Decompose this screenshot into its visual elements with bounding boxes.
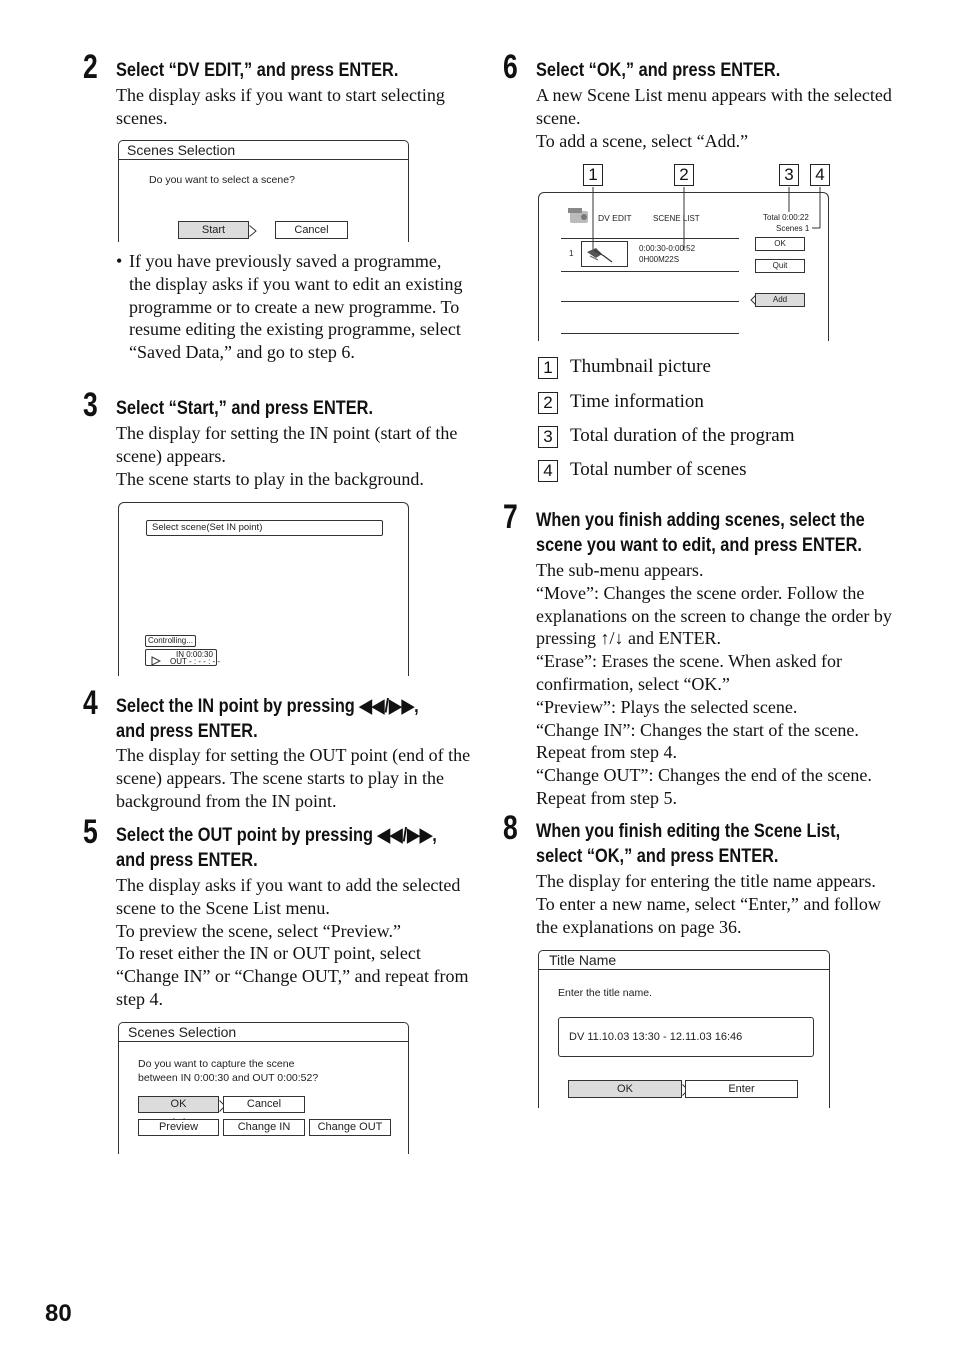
osd-scenes-selection-start: [118, 140, 410, 242]
enter-button[interactable]: Enter: [685, 1080, 798, 1098]
step-7-text-6: “Change OUT”: Changes the end of the scene. Repeat from step 5.: [536, 765, 872, 808]
step-7-number: 7: [503, 498, 518, 536]
osd-title-divider: [538, 969, 830, 970]
osd-scene-list: [536, 162, 846, 344]
step-6-text-1: A new Scene List menu appears with the selected scene.: [536, 85, 892, 128]
step-5-body: [116, 874, 476, 1011]
legend-label-2: Time information: [570, 391, 704, 412]
callout-2: 2: [674, 164, 694, 186]
ok-button[interactable]: OK: [138, 1096, 219, 1113]
scene-duration: 0H00M22S: [639, 255, 680, 264]
scene-row-divider-4: [561, 333, 739, 334]
callout-4: 4: [810, 164, 830, 186]
controlling-label: Controlling...: [145, 635, 196, 647]
osd-question-line-2: between IN 0:00:30 and OUT 0:00:52?: [138, 1072, 319, 1084]
step-7-body: [536, 559, 892, 810]
callout-1: 1: [583, 164, 603, 186]
step-2-body: [116, 84, 476, 130]
step-4-text: The display for setting the OUT point (end of the scene) appears. The scene starts to play in the background from the IN point.: [116, 745, 471, 811]
legend-number-3: 3: [538, 426, 558, 448]
scene-row-divider-top: [561, 238, 739, 239]
bullet-dot: •: [116, 251, 123, 271]
cancel-button[interactable]: Cancel: [223, 1096, 305, 1113]
page-number: 80: [45, 1300, 72, 1327]
change-in-button[interactable]: Change IN: [223, 1119, 305, 1136]
change-out-button[interactable]: Change OUT: [309, 1119, 391, 1136]
osd-title-divider: [118, 1041, 409, 1042]
play-icon: [151, 653, 161, 671]
step-7-text-1: The sub-menu appears.: [536, 560, 704, 580]
osd-question-line-1: Do you want to capture the scene: [138, 1058, 295, 1070]
step-4-number: 4: [83, 684, 98, 722]
step-7-text-4: “Preview”: Plays the selected scene.: [536, 696, 798, 717]
step-5-heading-2: and press ENTER.: [116, 850, 258, 871]
step-5-number: 5: [83, 813, 98, 851]
legend-number-2: 2: [538, 392, 558, 414]
thumbnail-image-icon: [582, 242, 627, 266]
step-7-text-5: “Change IN”: Changes the start of the scene. Repeat from step 4.: [536, 719, 859, 763]
start-button[interactable]: Start: [178, 221, 249, 239]
step-6-body: [536, 84, 896, 152]
select-scene-field: Select scene(Set IN point): [146, 520, 383, 536]
add-button[interactable]: Add: [755, 293, 805, 307]
step-6-number: 6: [503, 48, 518, 86]
scene-list-label: SCENE LIST: [653, 214, 700, 223]
cursor-arrow-icon: [249, 224, 257, 242]
step-5-text-1: The display asks if you want to add the selected scene to the Scene List menu.: [116, 875, 461, 918]
step-4-heading-2: and press ENTER.: [116, 721, 258, 742]
osd-scenes-selection-capture: [118, 1022, 410, 1154]
playback-status-box: [145, 649, 221, 666]
step-6-heading: Select “OK,” and press ENTER.: [536, 60, 781, 81]
step-7-text-2: “Move”: Changes the scene order. Follow the explanations on the screen to change the order by pressing ↑/↓ and ENTER.: [536, 582, 892, 649]
osd-title-name: [538, 950, 831, 1108]
step-3-text-2: The scene starts to play in the background.: [116, 468, 424, 489]
step-2-note: [116, 250, 468, 390]
step-5-text-2: To preview the scene, select “Preview.”: [116, 920, 401, 941]
step-2-number: 2: [83, 48, 98, 86]
legend-number-4: 4: [538, 460, 558, 482]
osd-title: Title Name: [549, 952, 617, 968]
cancel-button[interactable]: Cancel: [275, 221, 348, 239]
step-8-body: [536, 870, 892, 938]
step-5-text-3: To reset either the IN or OUT point, select “Change IN” or “Change OUT,” and repeat from step 4.: [116, 943, 469, 1009]
step-2-note-text: If you have previously saved a programme, the display asks if you want to edit an existing programme or to create a new programme. To resume editing the existing programme, select “Saved Data,” and go to step 6.: [129, 251, 463, 363]
preview-button[interactable]: Preview: [138, 1119, 219, 1136]
osd-title-divider: [118, 159, 409, 160]
osd-title: Scenes Selection: [128, 1024, 237, 1040]
title-name-input[interactable]: DV 11.10.03 13:30 - 12.11.03 16:46: [558, 1017, 814, 1057]
step-3-text-1: The display for setting the IN point (start of the scene) appears.: [116, 423, 458, 466]
scene-row-divider-2: [561, 271, 739, 272]
step-8-text: The display for entering the title name appears. To enter a new name, select “Enter,” and follow the explanations on page 36.: [536, 871, 881, 937]
osd-title: Scenes Selection: [127, 142, 236, 158]
legend-number-1: 1: [538, 357, 558, 379]
quit-button[interactable]: Quit: [755, 259, 805, 273]
step-5-heading-1: Select the OUT point by pressing ◀◀/▶▶,: [116, 825, 437, 846]
step-4-heading-1: Select the IN point by pressing ◀◀/▶▶,: [116, 696, 419, 717]
osd-prompt: Enter the title name.: [558, 987, 652, 999]
total-scenes: Scenes 1: [776, 224, 810, 233]
step-7-heading-2: scene you want to edit, and press ENTER.: [536, 535, 862, 556]
dv-edit-label: DV EDIT: [598, 213, 632, 223]
step-3-heading: Select “Start,” and press ENTER.: [116, 398, 373, 419]
step-7-heading-1: When you finish adding scenes, select the: [536, 510, 865, 531]
ok-button[interactable]: OK: [755, 237, 805, 251]
osd-question: Do you want to select a scene?: [149, 174, 295, 186]
scene-row-number: 1: [569, 249, 574, 258]
scene-row-divider-3: [561, 301, 739, 302]
step-6-text-2: To add a scene, select “Add.”: [536, 130, 749, 151]
step-2-heading: Select “DV EDIT,” and press ENTER.: [116, 60, 399, 81]
total-duration: Total 0:00:22: [763, 213, 809, 222]
osd-set-in-point: [118, 502, 410, 676]
step-8-heading-2: select “OK,” and press ENTER.: [536, 846, 779, 867]
step-2-text: The display asks if you want to start selecting scenes.: [116, 85, 445, 128]
callout-3: 3: [779, 164, 799, 186]
scene-time-range: 0:00:30-0:00:52: [639, 244, 696, 253]
step-4-body: [116, 744, 476, 812]
ok-button[interactable]: OK: [568, 1080, 682, 1098]
in-point-value: IN 0:00:30: [176, 650, 213, 659]
step-3-number: 3: [83, 386, 98, 424]
legend-label-3: Total duration of the program: [570, 425, 795, 446]
step-7-text-3: “Erase”: Erases the scene. When asked for confirmation, select “OK.”: [536, 651, 843, 694]
legend-label-1: Thumbnail picture: [570, 356, 711, 377]
out-point-value: OUT - : - - : - -: [170, 657, 221, 666]
step-8-heading-1: When you finish editing the Scene List,: [536, 821, 841, 842]
step-3-body: [116, 422, 476, 490]
legend-label-4: Total number of scenes: [570, 459, 747, 480]
dv-edit-icon: [568, 208, 592, 231]
thumbnail-picture[interactable]: [581, 241, 628, 267]
step-8-number: 8: [503, 809, 518, 847]
